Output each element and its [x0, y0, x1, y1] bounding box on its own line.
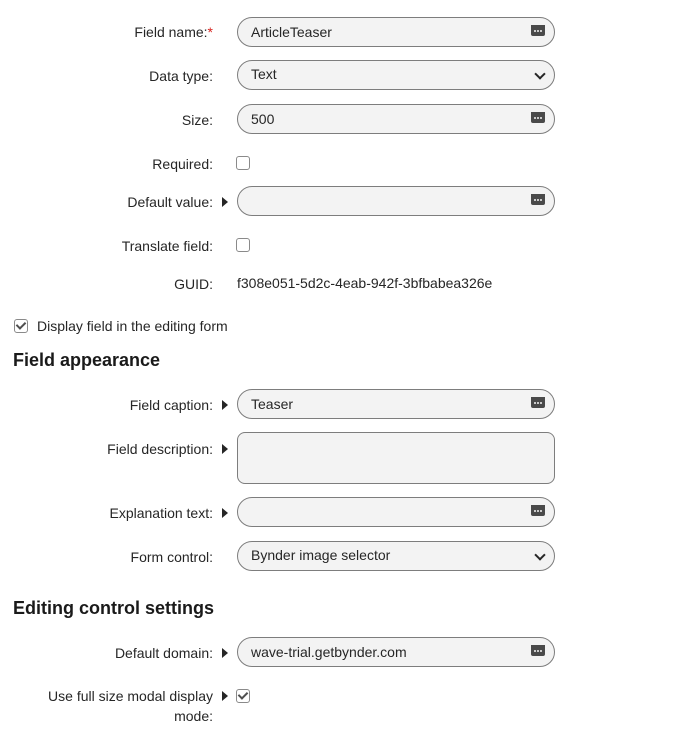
default-value-input[interactable] — [237, 186, 555, 216]
macro-icon[interactable] — [531, 25, 545, 36]
guid-label: GUID: — [174, 276, 213, 292]
form-control-label: Form control: — [130, 549, 213, 565]
expand-caret-icon[interactable] — [222, 648, 228, 658]
expand-caret-icon[interactable] — [222, 691, 228, 701]
size-input[interactable] — [237, 104, 555, 134]
editing-control-heading: Editing control settings — [13, 598, 214, 618]
macro-icon[interactable] — [531, 397, 545, 408]
guid-value: f308e051-5d2c-4eab-942f-3bfbabea326e — [237, 275, 493, 291]
field-description-label: Field description: — [107, 441, 213, 457]
data-type-label: Data type: — [149, 68, 213, 84]
display-in-form-checkbox[interactable] — [14, 319, 28, 333]
field-appearance-heading: Field appearance — [13, 350, 161, 370]
field-caption-label: Field caption: — [129, 397, 213, 413]
macro-icon[interactable] — [531, 194, 545, 205]
display-in-form-label: Display field in the editing form — [37, 318, 228, 334]
form-control-select[interactable] — [237, 541, 555, 571]
field-name-input[interactable] — [237, 17, 555, 47]
field-name-label: Field name:* — [134, 24, 213, 40]
macro-icon[interactable] — [531, 112, 545, 123]
data-type-select[interactable] — [237, 60, 555, 90]
translate-field-checkbox[interactable] — [236, 238, 250, 252]
size-label: Size: — [181, 112, 213, 128]
field-caption-input[interactable] — [237, 389, 555, 419]
macro-icon[interactable] — [531, 505, 545, 516]
default-domain-input[interactable] — [237, 637, 555, 667]
translate-field-label: Translate field: — [121, 238, 213, 254]
full-size-modal-checkbox[interactable] — [236, 689, 250, 703]
required-mark: * — [207, 24, 213, 40]
macro-icon[interactable] — [531, 645, 545, 656]
full-size-modal-label: Use full size modal display mode: — [48, 688, 213, 724]
explanation-text-label: Explanation text: — [109, 505, 213, 521]
explanation-text-input[interactable] — [237, 497, 555, 527]
required-label: Required: — [152, 156, 213, 172]
default-value-label: Default value: — [127, 194, 213, 210]
expand-caret-icon[interactable] — [222, 197, 228, 207]
expand-caret-icon[interactable] — [222, 400, 228, 410]
required-checkbox[interactable] — [236, 156, 250, 170]
field-description-textarea[interactable] — [237, 432, 555, 484]
data-type-value: Text — [251, 66, 277, 82]
expand-caret-icon[interactable] — [222, 444, 228, 454]
form-control-value: Bynder image selector — [251, 547, 391, 563]
expand-caret-icon[interactable] — [222, 508, 228, 518]
default-domain-label: Default domain: — [114, 645, 213, 661]
